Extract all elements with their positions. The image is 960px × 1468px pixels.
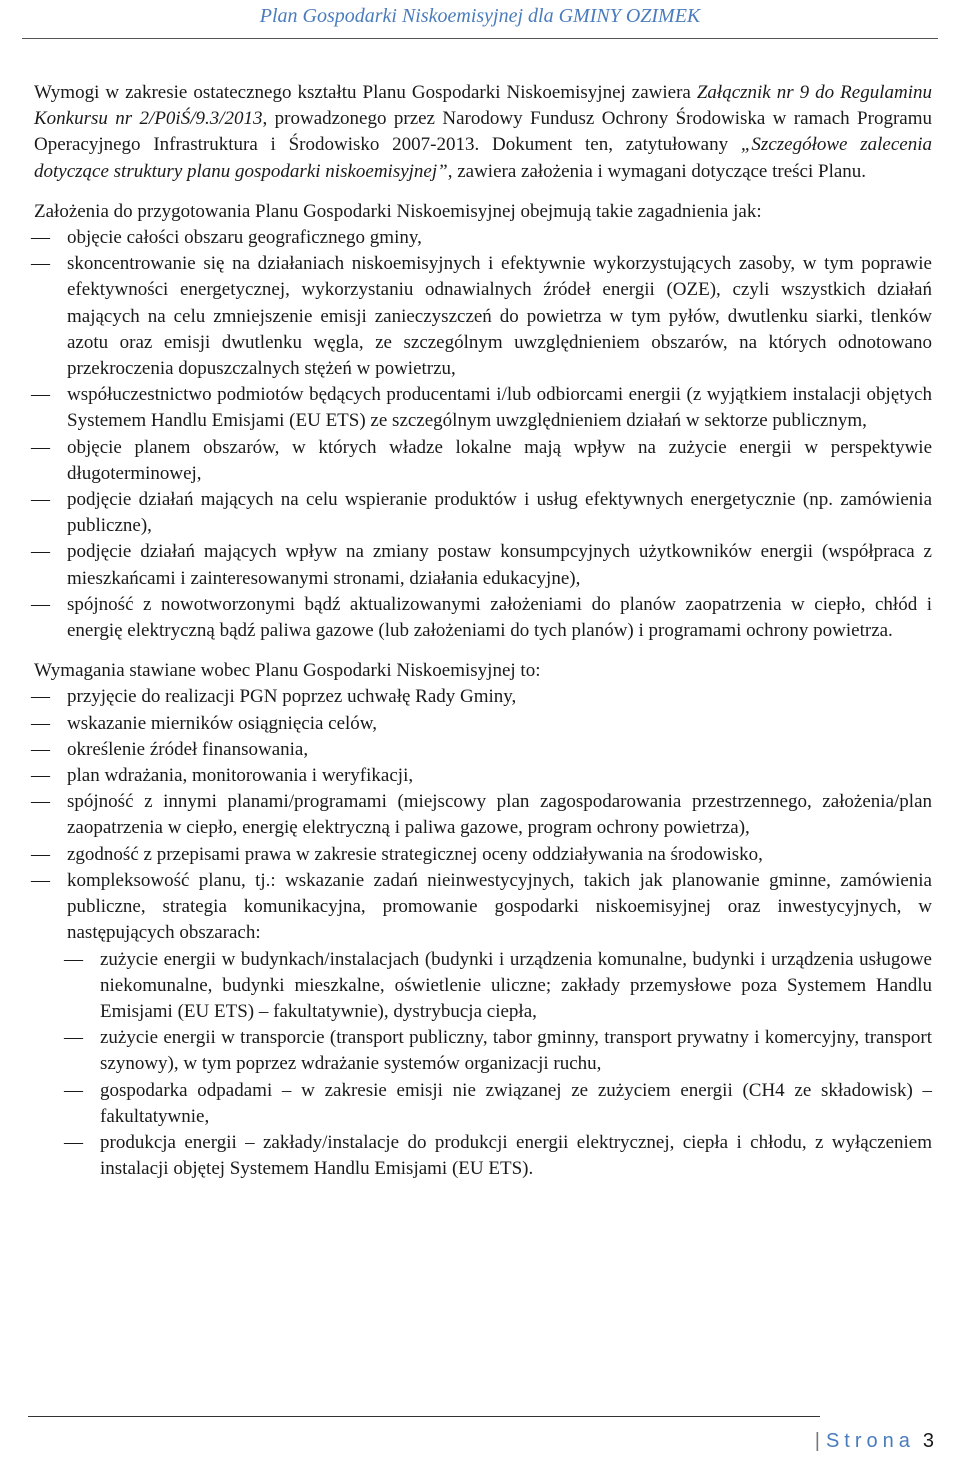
assumptions-list — [34, 225, 932, 644]
list-item: — podjęcie działań mających na celu wspieranie produktów i usług efektywnych energetycznie (np. zamówienia publiczne), — [34, 487, 932, 539]
spacer — [34, 185, 932, 199]
footer-divider — [28, 1416, 820, 1417]
intro-text-3: , zawiera założenia i wymagani dotyczące treści Planu. — [447, 160, 867, 182]
list-item: — spójność z nowotworzonymi bądź aktualizowanymi założeniami do planów zaopatrzenia w ciepło, chłód i energię elektryczną bądź paliwa gazowe (lub założeniami do tych planów) i programami ochrony powietrza. — [34, 592, 932, 644]
page-body — [34, 80, 932, 1182]
page-header — [0, 0, 960, 28]
header-divider — [22, 38, 938, 39]
intro-italic-2: „Szczegółowe zalecenia dotyczące struktury planu gospodarki niskoemisyjnej” — [34, 134, 932, 182]
assumptions-lead: Założenia do przygotowania Planu Gospodarki Niskoemisyjnej obejmują takie zagadnienia jak: — [34, 200, 762, 222]
intro-text-2: , prowadzonego przez Narodowy Fundusz Ochrony Środowiska w ramach Programu Operacyjnego Infrastruktura i Środowisko 2007-2013. Dokument ten, zatytułowany — [34, 108, 932, 156]
intro-text-1: Wymogi w zakresie ostatecznego kształtu Planu Gospodarki Niskoemisyjnej zawiera — [34, 82, 697, 103]
requirements-sublist — [67, 947, 932, 1183]
footer-separator: | — [814, 1430, 820, 1452]
intro-paragraph — [34, 80, 932, 185]
sub-list-item: — zużycie energii w transporcie (transport publiczny, tabor gminny, transport prywatny i komercyjny, transport szynowy), w tym poprzez wdrażanie systemów organizacji ruchu, — [67, 1025, 932, 1077]
spacer — [34, 644, 932, 658]
list-item: — podjęcie działań mających wpływ na zmiany postaw konsumpcyjnych użytkowników energii (współpraca z mieszkańcami i zainteresowanymi stronami, działania edukacyjne), — [34, 539, 932, 591]
header-title: Plan Gospodarki Niskoemisyjnej dla GMINY OZIMEK — [259, 5, 701, 27]
list-item: — plan wdrażania, monitorowania i weryfikacji, — [34, 763, 932, 789]
list-item: — skoncentrowanie się na działaniach niskoemisyjnych i efektywnie wykorzystujących zasoby, w tym poprawie efektywności energetycznej, wykorzystaniu odnawialnych źródeł energii (OZE), czyli wszystkich działań mających na celu zmniejszenie emisji zanieczyszczeń do powietrza w tym pyłów, dwutlenku siarki, tlenków azotu oraz emisji dwutlenku węgla, ze szczególnym uwzględnieniem obszarów, na których odnotowano przekroczenia dopuszczalnych stężeń w powietrzu, — [34, 251, 932, 382]
footer-page-label: Strona — [825, 1430, 915, 1452]
list-item-text: kompleksowość planu, tj.: wskazanie zadań nieinwestycyjnych, takich jak planowanie gminne, zamówienia publiczne, strategia komunikacyjna, promowanie gospodarki niskoemisyjnej oraz inwestycyjnych, w następujących obszarach: — [67, 869, 932, 944]
list-item-with-sublist — [34, 868, 932, 1182]
intro-italic-1: Załącznik nr 9 do Regulaminu Konkursu nr 2/P0iŚ/9.3/2013 — [34, 82, 932, 130]
list-item: — współuczestnictwo podmiotów będących producentami i/lub odbiorcami energii (z wyjątkiem instalacji objętych Systemem Handlu Emisjami (EU ETS) ze szczególnym uwzględnieniem działań w sektorze publicznym, — [34, 382, 932, 434]
list-item: — przyjęcie do realizacji PGN poprzez uchwałę Rady Gminy, — [34, 684, 932, 710]
list-item: — określenie źródeł finansowania, — [34, 737, 932, 763]
sub-list-item: — produkcja energii – zakłady/instalacje do produkcji energii elektrycznej, ciepła i chłodu, z wyłączeniem instalacji objętej Systemem Handlu Emisjami (EU ETS). — [67, 1130, 932, 1182]
page-footer — [815, 1430, 934, 1453]
list-item: — objęcie planem obszarów, w których władze lokalne mają wpływ na zużycie energii w perspektywie długoterminowej, — [34, 435, 932, 487]
page-number: 3 — [922, 1430, 934, 1452]
list-item: — objęcie całości obszaru geograficznego gminy, — [34, 225, 932, 251]
sub-list-item: — zużycie energii w budynkach/instalacjach (budynki i urządzenia komunalne, budynki i urządzenia usługowe niekomunalne, budynki mieszkalne, oświetlenie uliczne; zakłady przemysłowe poza Systemem Handlu Emisjami (EU ETS) – fakultatywnie), dystrybucja ciepła, — [67, 947, 932, 1026]
requirements-list — [34, 684, 932, 1182]
sub-list-item: — gospodarka odpadami – w zakresie emisji nie związanej ze zużyciem energii (CH4 ze składowisk) – fakultatywnie, — [67, 1078, 932, 1130]
requirements-lead: Wymagania stawiane wobec Planu Gospodarki Niskoemisyjnej to: — [34, 660, 541, 682]
list-item: — spójność z innymi planami/programami (miejscowy plan zagospodarowania przestrzennego, założenia/plan zaopatrzenia w ciepło, energię elektryczną i paliwa gazowe, program ochrony powietrza), — [34, 789, 932, 841]
list-item: — wskazanie mierników osiągnięcia celów, — [34, 711, 932, 737]
list-item: — zgodność z przepisami prawa w zakresie strategicznej oceny oddziaływania na środowisko, — [34, 842, 932, 868]
